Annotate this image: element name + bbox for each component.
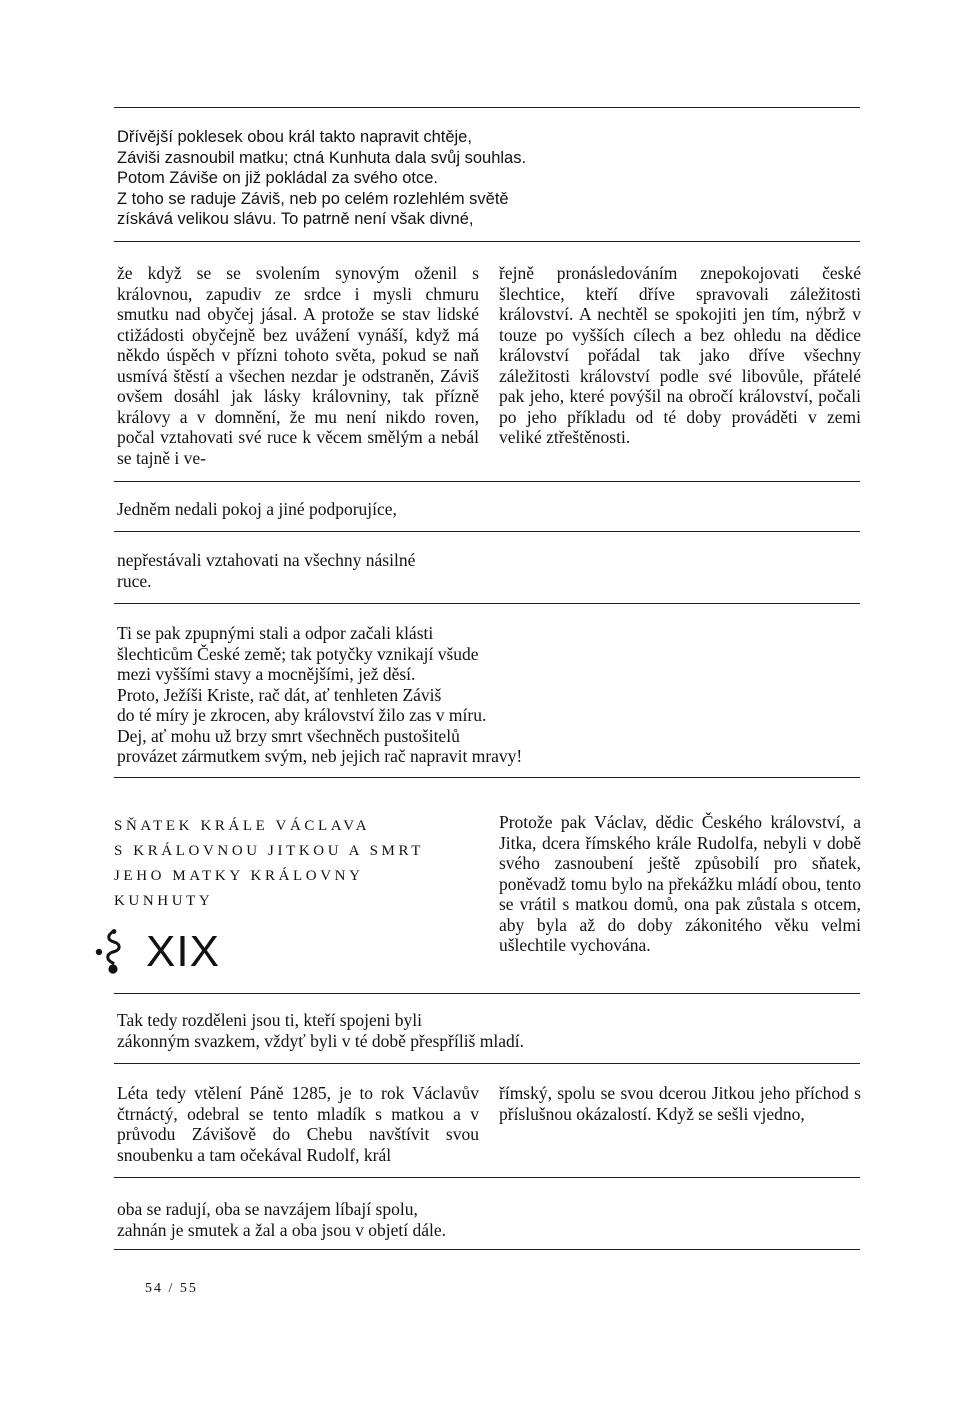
section-rule	[114, 993, 860, 994]
verse-line: zahnán je smutek a žal a oba jsou v objetí dále.	[117, 1219, 446, 1240]
verse-line: mezi vyššími stavy a mocnějšími, jež děsí.	[117, 664, 416, 684]
verse-line: Potom Záviše on již pokládal za svého otce.	[117, 169, 439, 187]
section-rule	[114, 777, 860, 778]
verse-line: Dřívější poklesek obou král takto napravit chtěje,	[117, 128, 472, 146]
chapter-intro-text: Protože pak Václav, dědic Českého království, a Jitka, dcera římského krále Rudolfa, nebyli v době svého zasnoubení ještě způsobilí pro sňatek, poněvadž tomu bylo na překážku mládí obou, tento se vrátil s matkou domů, ona pak zůstala s otcem, aby byla až do doby zákonitého věku velmi ušlechtile vychována.	[499, 812, 861, 955]
section-rule	[114, 241, 860, 242]
verse-line: šlechticům České země; tak potyčky vznikají všude	[117, 643, 479, 664]
chapter-heading-line: JEHO MATKY KRÁLOVNY	[114, 868, 364, 884]
chapter-number: XIX	[146, 927, 220, 976]
verse-line: ruce.	[117, 570, 152, 591]
verse-block-6	[117, 1199, 757, 1240]
verse-line: Záviši zasnoubil matku; ctná Kunhuta dala svůj souhlas.	[117, 148, 527, 167]
section-rule	[114, 1249, 860, 1250]
verse-block-5	[117, 1010, 757, 1051]
section-rule	[114, 481, 860, 482]
verse-line: Dej, ať mohu už brzy smrt všechněch pustošitelů	[117, 725, 460, 746]
section-rule	[114, 603, 860, 604]
verse-line: zákonným svazkem, vždyť byli v té době přespříliš mladí.	[117, 1030, 524, 1051]
section-rule	[114, 107, 860, 108]
verse-block-3	[117, 550, 757, 591]
verse-line: Jedněm nedali pokoj a jiné podporujíce,	[117, 499, 397, 519]
verse-line: Z toho se raduje Záviš, neb po celém rozlehlém světě	[117, 189, 509, 208]
verse-line: získává velikou slávu. To patrně není však divné,	[117, 210, 474, 228]
verse-line: Ti se pak zpupnými stali a odpor začali klásti	[117, 623, 434, 643]
chapter-heading-line: KUNHUTY	[114, 893, 214, 909]
prose-column-right: římský, spolu se svou dcerou Jitkou jeho příchod s příslušnou okázalostí. Když se sešli vjedno,	[499, 1083, 861, 1124]
chapter-heading-line: SŇATEK KRÁLE VÁCLAVA	[114, 818, 371, 834]
verse-line: do té míry je zkrocen, aby království žilo zas v míru.	[117, 705, 487, 725]
verse-line: Proto, Ježíši Kriste, rač dát, ať tenhleten Záviš	[117, 684, 442, 705]
chapter-heading	[114, 814, 474, 914]
prose-column-left: že když se se svolením synovým oženil s královnou, zapudiv ze srdce i mysli chmuru smutku nad obyčej jásal. A protože se stav lidské ctižádosti obyčejně bez uvážení vynáší, když má někdo úspěch v přízni tohoto světa, pokud se naň usmívá štěstí a všechen nezdar je odstraněn, Záviš ovšem dosáhl jak lásky královniny, tak přízně královy a v domnění, že mu není nikdo roven, počal vztahovati své ruce k věcem smělým a nebál se tajně i ve-	[117, 263, 479, 468]
verse-block-2	[117, 499, 757, 520]
chapter-heading-line: S KRÁLOVNOU JITKOU A SMRT	[114, 843, 424, 859]
prose-column-left: Léta tedy vtělení Páně 1285, je to rok Václavův čtrnáctý, odebral se tento mladík s matkou a v průvodu Závišově do Chebu navštívit svou snoubenku a tam očekával Rudolf, král	[117, 1083, 479, 1165]
chapter-marker	[94, 922, 220, 982]
section-rule	[114, 1063, 860, 1064]
page-number: 54 / 55	[145, 1281, 198, 1296]
section-rule	[114, 531, 860, 532]
verse-line: Tak tedy rozděleni jsou ti, kteří spojeni byli	[117, 1010, 422, 1030]
verse-block-4	[117, 623, 757, 767]
verse-line: oba se radují, oba se navzájem líbají spolu,	[117, 1199, 418, 1219]
section-rule	[114, 1177, 860, 1178]
verse-block-1	[117, 127, 757, 230]
fleuron-ornament-icon	[94, 927, 124, 977]
verse-line: nepřestávali vztahovati na všechny násilné	[117, 550, 416, 570]
verse-line: provázet zármutkem svým, neb jejich rač napravit mravy!	[117, 746, 523, 766]
prose-column-right: řejně pronásledováním znepokojovati české šlechtice, kteří dříve spravovali záležitosti království. A nechtěl se spokojiti jen tím, nýbrž v touze po vyšších cílech a bez ohledu na dědice království pořádal tak jako dříve všechny záležitosti království podle své libovůle, přátelé pak jeho, které povýšil na obročí království, počali po jeho příkladu od té doby prováděti v zemi veliké ztřeštěnosti.	[499, 263, 861, 447]
